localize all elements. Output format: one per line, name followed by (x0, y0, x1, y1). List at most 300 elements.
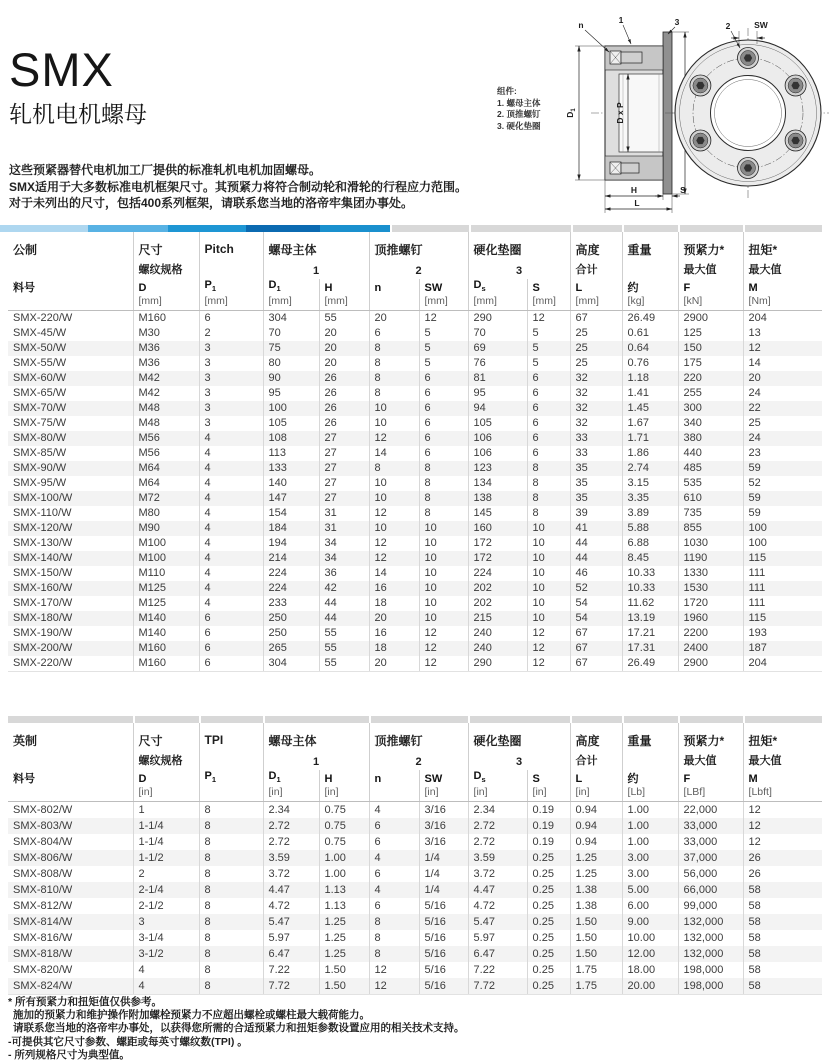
value-cell: 3/16 (419, 834, 468, 850)
value-cell: 12 (369, 962, 419, 978)
value-cell: 3.00 (622, 850, 678, 866)
value-cell: 0.19 (527, 818, 570, 834)
value-cell: 20 (369, 611, 419, 626)
legend-item: 2. 顶推螺钉 (497, 109, 541, 119)
value-cell: 485 (678, 461, 743, 476)
part-number-cell: SMX-160/W (13, 582, 73, 595)
value-cell: 147 (263, 491, 319, 506)
value-cell: 2-1/2 (133, 898, 199, 914)
table-row (8, 581, 822, 596)
value-cell: 2 (199, 326, 263, 341)
value-cell: 3 (199, 401, 263, 416)
value-cell: 14 (369, 446, 419, 461)
value-cell: 3 (199, 356, 263, 371)
value-cell: 58 (743, 978, 822, 995)
dim-label-dxp: D x P (615, 102, 625, 124)
component-legend (497, 86, 540, 132)
column-header-d1: $D_1$ [in] (263, 770, 319, 802)
value-cell: 9.00 (622, 914, 678, 930)
callout-3: 3 (674, 17, 680, 27)
value-cell: 20 (319, 341, 369, 356)
table-row (8, 506, 822, 521)
value-cell: 133 (263, 461, 319, 476)
value-cell: 4 (369, 882, 419, 898)
group-header: 重量 (622, 232, 678, 260)
subheader-part2: 2 (369, 751, 468, 770)
value-cell: 13.19 (622, 611, 678, 626)
part-number-cell: SMX-75/W (13, 417, 67, 430)
group-header: 预紧力* (678, 723, 743, 751)
part-number-cell: SMX-70/W (13, 402, 67, 415)
table-row (8, 641, 822, 656)
value-cell: 8 (199, 946, 263, 962)
value-cell: 2 (133, 866, 199, 882)
part-number-cell: SMX-95/W (13, 477, 67, 490)
value-cell: 10 (369, 491, 419, 506)
value-cell: M72 (133, 491, 199, 506)
subheader: 最大值 (678, 260, 743, 279)
table-row (8, 898, 822, 914)
value-cell: 12 (419, 656, 468, 672)
part-number-cell: SMX-220/W (8, 656, 133, 672)
value-cell: 6 (199, 626, 263, 641)
value-cell: 0.25 (527, 850, 570, 866)
group-header-row (8, 723, 822, 751)
value-cell: 3 (199, 386, 263, 401)
value-cell: 8 (527, 476, 570, 491)
part-number-cell: SMX-150/W (13, 567, 73, 580)
part-number-cell: SMX-818/W (13, 948, 73, 961)
strip-segment (678, 225, 743, 232)
column-header-l: L [in] (570, 770, 622, 802)
value-cell: 58 (743, 930, 822, 946)
value-cell: 6 (419, 431, 468, 446)
group-header: 扭矩* (743, 232, 822, 260)
value-cell: 8 (369, 386, 419, 401)
value-cell: 224 (468, 566, 527, 581)
value-cell: 8 (419, 461, 468, 476)
intro-line: 这些预紧器替代电机加工厂提供的标准轧机电机加固螺母。 (9, 163, 322, 177)
value-cell: 95 (468, 386, 527, 401)
value-cell: 1.38 (570, 898, 622, 914)
table-row (8, 311, 822, 327)
value-cell: 4 (199, 431, 263, 446)
value-cell: 10 (527, 581, 570, 596)
symbol-header-row (8, 279, 822, 311)
value-cell: 6.00 (622, 898, 678, 914)
value-cell: 4 (199, 491, 263, 506)
value-cell: 76 (468, 356, 527, 371)
value-cell: 132,000 (678, 930, 743, 946)
value-cell: 10.00 (622, 930, 678, 946)
value-cell: 54 (570, 596, 622, 611)
subgroup-header-row (8, 751, 822, 770)
value-cell: 4 (199, 521, 263, 536)
value-cell: 8 (199, 914, 263, 930)
table-row (8, 551, 822, 566)
value-cell: 1.25 (570, 850, 622, 866)
value-cell: 10 (527, 536, 570, 551)
part-number-cell: SMX-814/W (13, 916, 73, 929)
value-cell: 7.72 (468, 978, 527, 995)
column-header-p1: $P_1$ (199, 770, 263, 802)
subheader: 最大值 (743, 751, 822, 770)
strip-segment (743, 716, 822, 723)
value-cell: 35 (570, 476, 622, 491)
value-cell: 26 (743, 866, 822, 882)
strip-segment (570, 716, 622, 723)
value-cell: 6 (527, 371, 570, 386)
intro-line: 对于未列出的尺寸，包括400系列框架，请联系您当地的洛帝牢集团办事处。 (9, 196, 414, 210)
imperial-accent-bar (8, 716, 822, 723)
value-cell: 2.72 (263, 834, 319, 850)
value-cell: 8 (369, 356, 419, 371)
value-cell: 5.47 (468, 914, 527, 930)
value-cell: 26 (319, 416, 369, 431)
value-cell: 12 (369, 551, 419, 566)
value-cell: 7.22 (263, 962, 319, 978)
subheader: 合计 (570, 260, 622, 279)
value-cell: 5 (527, 356, 570, 371)
footnote-line: 请联系您当地的洛帝牢办事处，以获得您所需的合适预紧力和扭矩参数设置应用的相关技术支持。 (13, 1022, 465, 1035)
value-cell: 31 (319, 506, 369, 521)
value-cell: 1.25 (319, 930, 369, 946)
part-number-cell: SMX-802/W (13, 804, 73, 817)
part-number-cell: SMX-85/W (13, 447, 67, 460)
table-row (8, 978, 822, 995)
value-cell: 380 (678, 431, 743, 446)
part-number-cell: SMX-80/W (13, 432, 67, 445)
value-cell: M90 (133, 521, 199, 536)
value-cell: 34 (319, 536, 369, 551)
value-cell: 100 (743, 536, 822, 551)
value-cell: 8 (199, 882, 263, 898)
column-header-d: D [mm] (133, 279, 199, 311)
value-cell: 6.88 (622, 536, 678, 551)
value-cell: 300 (678, 401, 743, 416)
value-cell: 240 (468, 626, 527, 641)
table-row (8, 401, 822, 416)
footnote-line: - 所列规格尺寸为典型值。 (8, 1048, 130, 1061)
value-cell: 58 (743, 898, 822, 914)
value-cell: 22,000 (678, 802, 743, 819)
table-row (8, 446, 822, 461)
value-cell: 67 (570, 626, 622, 641)
column-header-h: H [in] (319, 770, 369, 802)
value-cell: 37,000 (678, 850, 743, 866)
part-number-cell: SMX-180/W (13, 612, 73, 625)
part-number-cell: SMX-130/W (13, 537, 73, 550)
value-cell: 26 (319, 371, 369, 386)
value-cell: M140 (133, 611, 199, 626)
value-cell: 24 (743, 386, 822, 401)
callout-1: 1 (618, 15, 624, 25)
value-cell: 6 (369, 898, 419, 914)
value-cell: 25 (570, 356, 622, 371)
group-header: 预紧力* (678, 232, 743, 260)
value-cell: 1.50 (570, 914, 622, 930)
value-cell: 1.25 (570, 866, 622, 882)
value-cell: 1.41 (622, 386, 678, 401)
accent-segment (168, 225, 246, 232)
table-row (8, 656, 822, 672)
column-header-p1: $P_1$ [mm] (199, 279, 263, 311)
value-cell: 3.59 (468, 850, 527, 866)
value-cell: 27 (319, 431, 369, 446)
value-cell: M64 (133, 476, 199, 491)
value-cell: 105 (468, 416, 527, 431)
value-cell: 5.00 (622, 882, 678, 898)
value-cell: 6 (199, 656, 263, 672)
column-header-h: H [mm] (319, 279, 369, 311)
value-cell: 113 (263, 446, 319, 461)
value-cell: 6 (527, 386, 570, 401)
table-row (8, 611, 822, 626)
value-cell: 8 (199, 818, 263, 834)
value-cell: 10 (369, 476, 419, 491)
value-cell: 115 (743, 611, 822, 626)
value-cell: 105 (263, 416, 319, 431)
table-row (8, 461, 822, 476)
value-cell: 67 (570, 656, 622, 672)
value-cell: 1960 (678, 611, 743, 626)
value-cell: 27 (319, 491, 369, 506)
value-cell: 1-1/2 (133, 850, 199, 866)
value-cell: 10 (369, 401, 419, 416)
part-number-cell: SMX-812/W (13, 900, 73, 913)
value-cell: 27 (319, 476, 369, 491)
value-cell: M100 (133, 551, 199, 566)
subheader: 合计 (570, 751, 622, 770)
value-cell: 1.00 (622, 818, 678, 834)
value-cell: 3/16 (419, 802, 468, 819)
value-cell: 20 (369, 656, 419, 672)
part-number-cell: SMX-190/W (13, 627, 73, 640)
value-cell: 5 (527, 341, 570, 356)
subheader (8, 751, 133, 770)
subheader (8, 260, 133, 279)
value-cell: 111 (743, 596, 822, 611)
group-header: 扭矩* (743, 723, 822, 751)
value-cell: 1.00 (622, 802, 678, 819)
value-cell: 111 (743, 581, 822, 596)
value-cell: 6 (419, 371, 468, 386)
metric-accent-bar (0, 225, 822, 232)
column-header-m: M [Lbft] (743, 770, 822, 802)
column-header-part-no: 料号 (8, 279, 133, 311)
value-cell: 8 (369, 946, 419, 962)
column-header-weight: 约 [kg] (622, 279, 678, 311)
value-cell: 8 (369, 930, 419, 946)
table-row (8, 326, 822, 341)
value-cell: 8 (369, 914, 419, 930)
value-cell: 1330 (678, 566, 743, 581)
value-cell: 11.62 (622, 596, 678, 611)
table-row (8, 566, 822, 581)
column-header-f: F [LBf] (678, 770, 743, 802)
value-cell: 59 (743, 461, 822, 476)
table-row (8, 946, 822, 962)
value-cell: 33 (570, 431, 622, 446)
strip-segment (678, 716, 743, 723)
part-number-cell: SMX-100/W (13, 492, 73, 505)
value-cell: 3.35 (622, 491, 678, 506)
value-cell: 8 (419, 476, 468, 491)
footnote-line: -可提供其它尺寸参数、螺距或每英寸螺纹数(TPI) 。 (8, 1035, 248, 1048)
part-number-cell: SMX-55/W (13, 357, 67, 370)
value-cell: 52 (743, 476, 822, 491)
value-cell: 16 (369, 626, 419, 641)
value-cell: 2.34 (468, 802, 527, 819)
value-cell: 18.00 (622, 962, 678, 978)
value-cell: 4 (369, 802, 419, 819)
value-cell: 0.61 (622, 326, 678, 341)
value-cell: M100 (133, 536, 199, 551)
value-cell: 26.49 (622, 311, 678, 327)
value-cell: 4 (199, 566, 263, 581)
value-cell: 14 (369, 566, 419, 581)
value-cell: 6 (527, 401, 570, 416)
value-cell: M64 (133, 461, 199, 476)
value-cell: 198,000 (678, 962, 743, 978)
part-number-cell: SMX-65/W (13, 387, 67, 400)
value-cell: 70 (263, 326, 319, 341)
value-cell: 69 (468, 341, 527, 356)
column-header-d: D [in] (133, 770, 199, 802)
imperial-table-body (8, 802, 822, 995)
value-cell: 8 (199, 962, 263, 978)
value-cell: 10 (419, 596, 468, 611)
strip-segment (622, 716, 678, 723)
value-cell: 0.64 (622, 341, 678, 356)
value-cell: 27 (319, 461, 369, 476)
accent-segment (0, 225, 88, 232)
value-cell: 10 (369, 416, 419, 431)
value-cell: 3 (199, 371, 263, 386)
subheader-part2: 2 (369, 260, 468, 279)
value-cell: M56 (133, 431, 199, 446)
value-cell: 2.72 (468, 818, 527, 834)
value-cell: M48 (133, 416, 199, 431)
value-cell: 2200 (678, 626, 743, 641)
value-cell: 1 (133, 802, 199, 819)
value-cell: 81 (468, 371, 527, 386)
part-number-cell: SMX-816/W (13, 932, 73, 945)
value-cell: 8 (419, 506, 468, 521)
part-number-cell: SMX-803/W (13, 820, 73, 833)
column-header-n: n (369, 279, 419, 311)
value-cell: 138 (468, 491, 527, 506)
strip-segment (263, 716, 369, 723)
value-cell: 0.94 (570, 802, 622, 819)
value-cell: 58 (743, 914, 822, 930)
value-cell: 17.31 (622, 641, 678, 656)
value-cell: 2-1/4 (133, 882, 199, 898)
value-cell: 735 (678, 506, 743, 521)
accent-segment (88, 225, 168, 232)
value-cell: 1.71 (622, 431, 678, 446)
value-cell: 67 (570, 311, 622, 327)
value-cell: 12 (419, 311, 468, 327)
value-cell: 3.00 (622, 866, 678, 882)
value-cell: 1190 (678, 551, 743, 566)
group-header: 硬化垫圈 (468, 232, 570, 260)
table-row (8, 536, 822, 551)
table-row (8, 866, 822, 882)
table-row (8, 476, 822, 491)
dim-label-s: S (680, 185, 686, 195)
value-cell: 8 (369, 461, 419, 476)
value-cell: 55 (319, 311, 369, 327)
value-cell: 58 (743, 962, 822, 978)
value-cell: 8 (199, 898, 263, 914)
value-cell: 26.49 (622, 656, 678, 672)
value-cell: 4 (133, 962, 199, 978)
value-cell: 0.25 (527, 914, 570, 930)
column-header-d1: $D_1$ [mm] (263, 279, 319, 311)
value-cell: 0.75 (319, 802, 369, 819)
part-number-cell: SMX-120/W (13, 522, 73, 535)
value-cell: 70 (468, 326, 527, 341)
value-cell: 1.50 (319, 978, 369, 995)
subheader (199, 751, 263, 770)
column-header-part-no: 料号 (8, 770, 133, 802)
value-cell: 6 (527, 446, 570, 461)
value-cell: M80 (133, 506, 199, 521)
strip-segment (468, 716, 570, 723)
value-cell: 12 (527, 641, 570, 656)
column-header-ds: $D_s$ [mm] (468, 279, 527, 311)
front-view (665, 20, 829, 199)
value-cell: 125 (678, 326, 743, 341)
value-cell: 12 (743, 818, 822, 834)
value-cell: 202 (468, 581, 527, 596)
part-number-cell: SMX-45/W (13, 327, 67, 340)
value-cell: 6 (527, 431, 570, 446)
table-row (8, 930, 822, 946)
value-cell: 0.75 (319, 818, 369, 834)
value-cell: 94 (468, 401, 527, 416)
value-cell: 12 (527, 311, 570, 327)
value-cell: 35 (570, 491, 622, 506)
accent-segment (246, 225, 320, 232)
strip-segment (622, 225, 678, 232)
value-cell: 66,000 (678, 882, 743, 898)
value-cell: 1.00 (622, 834, 678, 850)
value-cell: 6.47 (263, 946, 319, 962)
value-cell: 4 (199, 536, 263, 551)
value-cell: 5/16 (419, 930, 468, 946)
value-cell: 2400 (678, 641, 743, 656)
value-cell: 8 (199, 834, 263, 850)
strip-segment (469, 225, 571, 232)
value-cell: 8.45 (622, 551, 678, 566)
subheader-part3: 3 (468, 260, 570, 279)
value-cell: 2900 (678, 311, 743, 327)
value-cell: 33 (570, 446, 622, 461)
value-cell: 154 (263, 506, 319, 521)
dim-label-d1: $D_1$ (565, 108, 577, 118)
value-cell: M36 (133, 356, 199, 371)
value-cell: 1.45 (622, 401, 678, 416)
value-cell: 250 (263, 626, 319, 641)
value-cell: 6 (419, 416, 468, 431)
value-cell: 5.47 (263, 914, 319, 930)
value-cell: 0.19 (527, 802, 570, 819)
value-cell: 0.94 (570, 834, 622, 850)
value-cell: 2.72 (468, 834, 527, 850)
value-cell: 224 (263, 566, 319, 581)
